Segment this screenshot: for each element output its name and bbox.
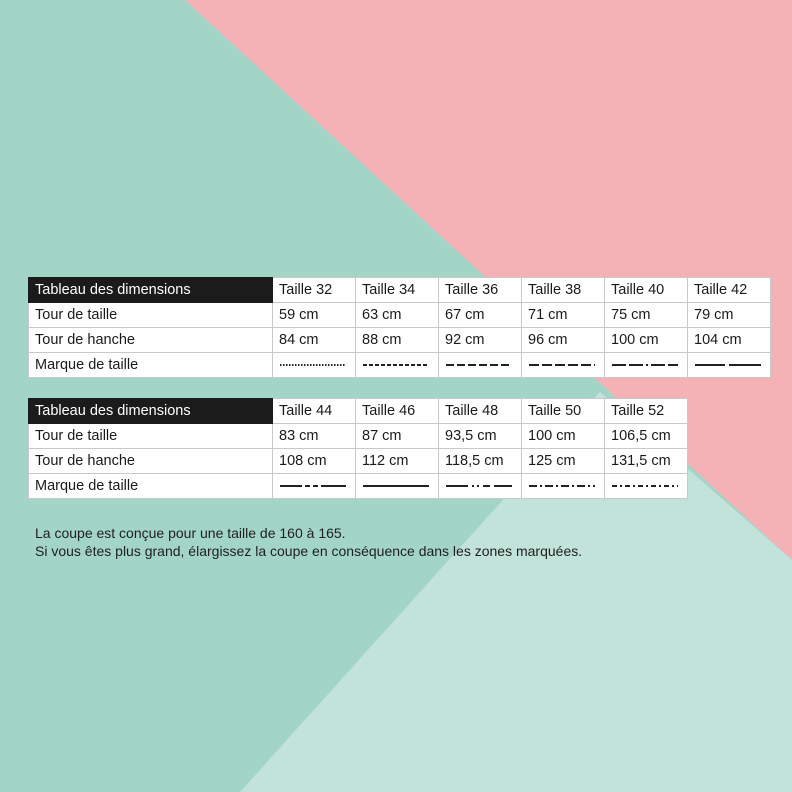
row-label: Tour de taille bbox=[29, 303, 273, 328]
measurement-cell: 96 cm bbox=[522, 328, 605, 353]
measurement-cell: 75 cm bbox=[605, 303, 688, 328]
size-marker-cell bbox=[605, 474, 688, 499]
row-label: Tour de hanche bbox=[29, 449, 273, 474]
size-header: Taille 52 bbox=[605, 399, 688, 424]
measurement-cell: 79 cm bbox=[688, 303, 771, 328]
size-marker-cell bbox=[273, 353, 356, 378]
size-header: Taille 44 bbox=[273, 399, 356, 424]
size-marker-cell bbox=[688, 353, 771, 378]
measurement-cell: 93,5 cm bbox=[439, 424, 522, 449]
size-table-1 bbox=[28, 277, 771, 378]
line-marker-solid bbox=[363, 483, 429, 489]
table-row bbox=[29, 424, 688, 449]
measurement-cell: 112 cm bbox=[356, 449, 439, 474]
marker-row bbox=[29, 353, 771, 378]
size-header: Taille 40 bbox=[605, 278, 688, 303]
size-header: Taille 46 bbox=[356, 399, 439, 424]
table-title: Tableau des dimensions bbox=[29, 399, 273, 424]
table-row bbox=[29, 303, 771, 328]
line-marker-dashed-short bbox=[363, 362, 429, 368]
line-marker-dash-dot-dot bbox=[446, 483, 512, 489]
marker-row bbox=[29, 474, 688, 499]
size-marker-cell bbox=[356, 474, 439, 499]
measurement-cell: 71 cm bbox=[522, 303, 605, 328]
size-marker-cell bbox=[605, 353, 688, 378]
measurement-cell: 84 cm bbox=[273, 328, 356, 353]
header-row bbox=[29, 278, 771, 303]
size-marker-cell bbox=[273, 474, 356, 499]
header-row bbox=[29, 399, 688, 424]
measurement-cell: 87 cm bbox=[356, 424, 439, 449]
measurement-cell: 100 cm bbox=[605, 328, 688, 353]
line-marker-dotted bbox=[280, 362, 346, 368]
size-marker-cell bbox=[522, 353, 605, 378]
fit-note-line-2: Si vous êtes plus grand, élargissez la coupe en conséquence dans les zones marquées. bbox=[35, 543, 583, 559]
measurement-cell: 131,5 cm bbox=[605, 449, 688, 474]
measurement-cell: 88 cm bbox=[356, 328, 439, 353]
measurement-cell: 92 cm bbox=[439, 328, 522, 353]
size-header: Taille 42 bbox=[688, 278, 771, 303]
size-marker-cell bbox=[522, 474, 605, 499]
line-marker-dash-dot bbox=[529, 483, 595, 489]
row-label: Tour de hanche bbox=[29, 328, 273, 353]
line-marker-short-dash-dot bbox=[612, 483, 678, 489]
size-header: Taille 36 bbox=[439, 278, 522, 303]
measurement-cell: 63 cm bbox=[356, 303, 439, 328]
size-header: Taille 34 bbox=[356, 278, 439, 303]
row-label: Marque de taille bbox=[29, 474, 273, 499]
measurement-cell: 67 cm bbox=[439, 303, 522, 328]
size-header: Taille 32 bbox=[273, 278, 356, 303]
line-marker-dashed-long bbox=[529, 362, 595, 368]
line-marker-dashed bbox=[446, 362, 512, 368]
size-marker-cell bbox=[356, 353, 439, 378]
measurement-cell: 125 cm bbox=[522, 449, 605, 474]
row-label: Marque de taille bbox=[29, 353, 273, 378]
size-marker-cell bbox=[439, 474, 522, 499]
measurement-cell: 83 cm bbox=[273, 424, 356, 449]
size-marker-cell bbox=[439, 353, 522, 378]
measurement-cell: 59 cm bbox=[273, 303, 356, 328]
fit-note-line-1: La coupe est conçue pour une taille de 160 à 165. bbox=[35, 525, 346, 541]
measurement-cell: 106,5 cm bbox=[605, 424, 688, 449]
measurement-cell: 108 cm bbox=[273, 449, 356, 474]
row-label: Tour de taille bbox=[29, 424, 273, 449]
size-table-2 bbox=[28, 398, 688, 499]
table-row bbox=[29, 328, 771, 353]
line-marker-dash-dash-dot bbox=[612, 362, 678, 368]
measurement-cell: 104 cm bbox=[688, 328, 771, 353]
size-header: Taille 38 bbox=[522, 278, 605, 303]
line-marker-solid-gap bbox=[695, 362, 761, 368]
size-header: Taille 50 bbox=[522, 399, 605, 424]
line-marker-long-dash-dot bbox=[280, 483, 346, 489]
fit-note bbox=[35, 524, 582, 560]
table-title: Tableau des dimensions bbox=[29, 278, 273, 303]
size-header: Taille 48 bbox=[439, 399, 522, 424]
measurement-cell: 100 cm bbox=[522, 424, 605, 449]
table-row bbox=[29, 449, 688, 474]
measurement-cell: 118,5 cm bbox=[439, 449, 522, 474]
